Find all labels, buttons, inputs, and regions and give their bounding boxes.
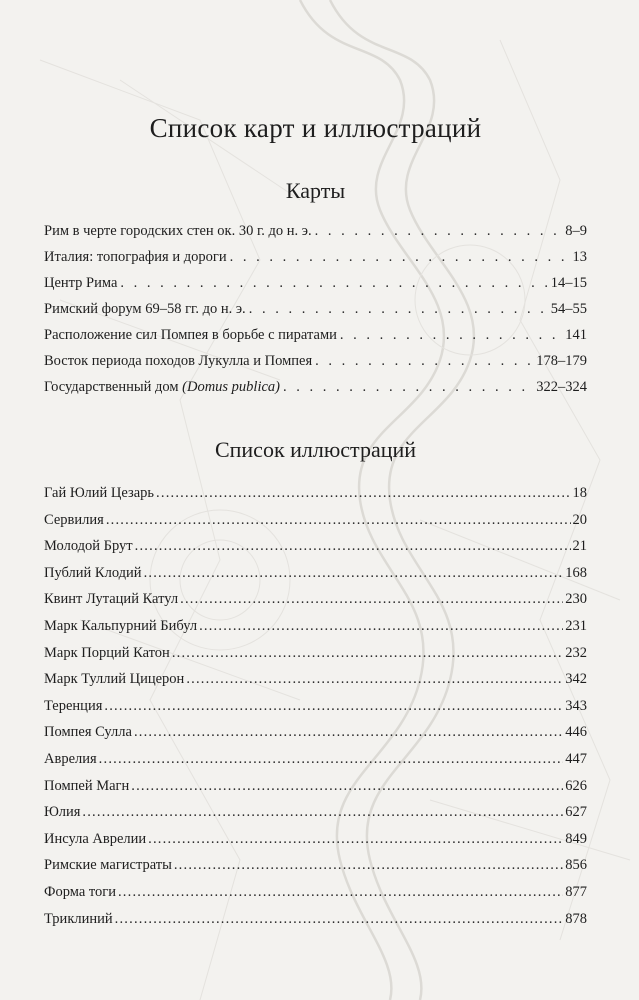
leader-dots xyxy=(180,586,563,613)
illustration-entry-page: 230 xyxy=(565,591,587,608)
illustration-entry-label: Триклиний xyxy=(44,910,113,927)
illustrations-section-heading: Список иллюстраций xyxy=(214,437,417,462)
illustration-entry[interactable] xyxy=(44,533,587,560)
maps-list xyxy=(44,218,587,400)
map-entry-page: 322–324 xyxy=(536,379,587,395)
leader-dots xyxy=(99,746,564,773)
leader-dots xyxy=(148,826,563,853)
illustration-entry-page: 626 xyxy=(565,777,587,794)
leader-dots xyxy=(186,666,563,693)
leader-dots xyxy=(82,799,563,826)
leader-dots xyxy=(283,374,533,400)
illustration-entry-label: Юлия xyxy=(44,804,81,821)
illustration-entry[interactable] xyxy=(44,560,587,587)
leader-dots xyxy=(199,613,563,640)
leader-dots xyxy=(144,560,564,587)
leader-dots xyxy=(120,270,547,296)
map-entry-label: Восток периода походов Лукулла и Помпея xyxy=(44,353,313,369)
illustration-entry-page: 18 xyxy=(572,485,587,501)
illustration-entry-page: 20 xyxy=(572,511,587,528)
illustration-entry[interactable] xyxy=(44,480,587,507)
maps-section-heading: Карты xyxy=(285,178,346,203)
leader-dots xyxy=(104,693,563,720)
illustration-entry[interactable] xyxy=(44,666,587,693)
illustration-entry[interactable] xyxy=(44,586,587,613)
illustration-entry-label: Теренция xyxy=(44,697,103,714)
leader-dots xyxy=(134,719,563,746)
map-entry-label-italic: (Domus publica) xyxy=(182,379,281,395)
illustration-entry-label: Римские магистраты xyxy=(44,857,172,874)
leader-dots xyxy=(115,906,564,933)
leader-dots xyxy=(315,348,533,374)
illustration-entry-page: 21 xyxy=(572,538,587,555)
leader-dots xyxy=(172,640,563,667)
page-title: Список карт и иллюстраций xyxy=(149,113,482,143)
illustration-entry-label: Квинт Лутаций Катул xyxy=(44,591,179,608)
leader-dots xyxy=(340,322,562,348)
map-entry[interactable] xyxy=(44,296,587,322)
leader-dots xyxy=(131,773,563,800)
illustration-entry-label: Помпей Магн xyxy=(44,777,130,794)
illustration-entry-page: 627 xyxy=(565,804,587,821)
map-entry-label: Государственный дом xyxy=(44,379,183,395)
illustration-entry[interactable] xyxy=(44,746,587,773)
leader-dots xyxy=(135,533,571,560)
illustration-entry-page: 232 xyxy=(565,644,587,661)
illustration-entry[interactable] xyxy=(44,826,587,853)
map-entry-label: Римский форум 69–58 гг. до н. э. xyxy=(44,301,246,317)
illustration-entry[interactable] xyxy=(44,640,587,667)
map-entry[interactable] xyxy=(44,348,587,374)
leader-dots xyxy=(156,480,570,507)
illustration-entry[interactable] xyxy=(44,693,587,720)
leader-dots xyxy=(106,507,571,534)
illustration-entry-page: 856 xyxy=(565,857,587,874)
illustration-entry-label: Инсула Аврелии xyxy=(44,830,147,847)
illustration-entry-page: 878 xyxy=(565,910,587,927)
map-entry-page: 178–179 xyxy=(536,353,587,369)
leader-dots xyxy=(249,296,548,322)
illustration-entry-label: Аврелия xyxy=(44,750,97,767)
map-entry[interactable] xyxy=(44,218,587,244)
illustration-entry-label: Марк Туллий Цицерон xyxy=(44,671,185,688)
illustration-entry-page: 877 xyxy=(565,883,587,900)
map-entry[interactable] xyxy=(44,322,587,348)
illustration-entry[interactable] xyxy=(44,773,587,800)
map-entry-page: 141 xyxy=(565,327,587,343)
illustration-entry-page: 342 xyxy=(565,671,587,688)
illustration-entry-label: Гай Юлий Цезарь xyxy=(44,485,155,501)
illustration-entry-label: Молодой Брут xyxy=(44,538,133,555)
illustration-entry-page: 168 xyxy=(565,564,587,581)
illustration-entry[interactable] xyxy=(44,719,587,746)
map-entry[interactable] xyxy=(44,374,587,400)
illustration-entry-page: 849 xyxy=(565,830,587,847)
map-entry[interactable] xyxy=(44,270,587,296)
map-entry-page: 13 xyxy=(572,249,587,265)
map-entry-label: Центр Рима xyxy=(44,275,118,291)
map-entry-label: Рим в черте городских стен ок. 30 г. до н. э. xyxy=(44,223,312,239)
map-entry-label: Расположение сил Помпея в борьбе с пиратами xyxy=(44,327,337,343)
illustrations-list xyxy=(44,480,587,932)
illustration-entry-label: Марк Порций Катон xyxy=(44,644,170,661)
illustration-entry[interactable] xyxy=(44,906,587,933)
illustration-entry-label: Публий Клодий xyxy=(44,564,142,581)
illustration-entry-label: Марк Кальпурний Бибул xyxy=(44,617,198,634)
illustration-entry[interactable] xyxy=(44,613,587,640)
illustration-entry[interactable] xyxy=(44,852,587,879)
illustration-entry-label: Форма тоги xyxy=(44,883,116,900)
map-entry-page: 54–55 xyxy=(550,301,587,317)
map-entry-page: 8–9 xyxy=(565,223,587,239)
leader-dots xyxy=(118,879,563,906)
illustration-entry-page: 446 xyxy=(565,724,587,741)
illustration-entry[interactable] xyxy=(44,879,587,906)
map-entry[interactable] xyxy=(44,244,587,270)
illustration-entry-page: 447 xyxy=(565,750,587,767)
map-entry-page: 14–15 xyxy=(550,275,587,291)
illustration-entry-page: 231 xyxy=(565,617,587,634)
illustration-entry[interactable] xyxy=(44,507,587,534)
leader-dots xyxy=(174,852,563,879)
leader-dots xyxy=(315,218,563,244)
leader-dots xyxy=(230,244,570,270)
map-entry-label: Италия: топография и дороги xyxy=(44,249,227,265)
illustration-entry-label: Помпея Сулла xyxy=(44,724,132,741)
illustration-entry-page: 343 xyxy=(565,697,587,714)
illustration-entry[interactable] xyxy=(44,799,587,826)
illustration-entry-label: Сервилия xyxy=(44,511,104,528)
